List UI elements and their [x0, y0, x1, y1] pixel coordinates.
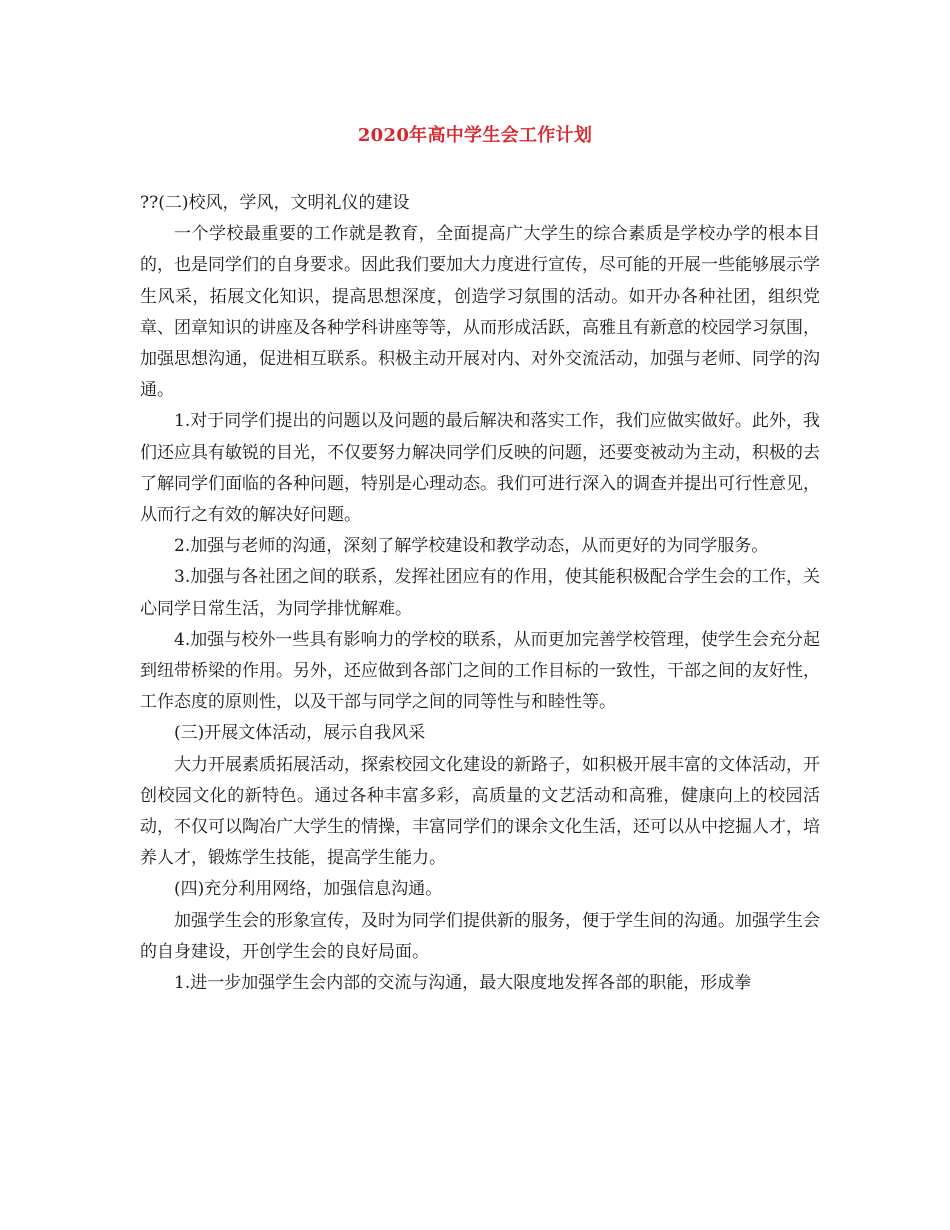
list-item: 1.进一步加强学生会内部的交流与沟通，最大限度地发挥各部的职能，形成拳: [174, 973, 752, 994]
list-item: 1.对于同学们提出的问题以及问题的最后解决和落实工作，我们应做实做好。此外，我们还应具有敏锐的目光，不仅要努力解决同学们反映的问题，还要变被动为主动，积极的去了解同学们面临的各种问题，特别是心理动态。我们可进行深入的调查并提出可行性意见，从而行之有效的解决好问题。: [140, 411, 820, 526]
list-item: 4.加强与校外一些具有影响力的学校的联系，从而更加完善学校管理，使学生会充分起到纽带桥梁的作用。另外，还应做到各部门之间的工作目标的一致性，干部之间的友好性，工作态度的原则性，以及干部与同学之间的同等性与和睦性等。: [140, 629, 820, 713]
list-item: 2.加强与老师的沟通，深刻了解学校建设和教学动态，从而更好的为同学服务。: [174, 536, 769, 557]
section-heading-4: (四)充分利用网络，加强信息沟通。: [174, 879, 443, 900]
section-heading-2: ??(二)校风，学风，文明礼仪的建设: [140, 193, 410, 213]
paragraph: 加强学生会的形象宣传，及时为同学们提供新的服务，便于学生间的沟通。加强学生会的自身建设，开创学生会的良好局面。: [140, 910, 820, 962]
list-item: 3.加强与各社团之间的联系，发挥社团应有的作用，使其能积极配合学生会的工作，关心同学日常生活，为同学排忧解难。: [140, 567, 820, 619]
section-heading-3: (三)开展文体活动，展示自我风采: [174, 723, 426, 744]
document-body: [140, 188, 820, 999]
document-title: 2020年高中学生会工作计划: [357, 125, 593, 146]
paragraph: 一个学校最重要的工作就是教育，全面提高广大学生的综合素质是学校办学的根本目的，也是同学们的自身要求。因此我们要加大力度进行宣传，尽可能的开展一些能够展示学生风采，拓展文化知识，提高思想深度，创造学习氛围的活动。如开办各种社团，组织党章、团章知识的讲座及各种学科讲座等等，从而形成活跃，高雅且有新意的校园学习氛围，加强思想沟通，促进相互联系。积极主动开展对内、对外交流活动，加强与老师、同学的沟通。: [140, 224, 820, 401]
paragraph: 大力开展素质拓展活动，探索校园文化建设的新路子，如积极开展丰富的文体活动，开创校园文化的新特色。通过各种丰富多彩，高质量的文艺活动和高雅，健康向上的校园活动，不仅可以陶冶广大学生的情操，丰富同学们的课余文化生活，还可以从中挖掘人才，培养人才，锻炼学生技能，提高学生能力。: [140, 754, 820, 869]
